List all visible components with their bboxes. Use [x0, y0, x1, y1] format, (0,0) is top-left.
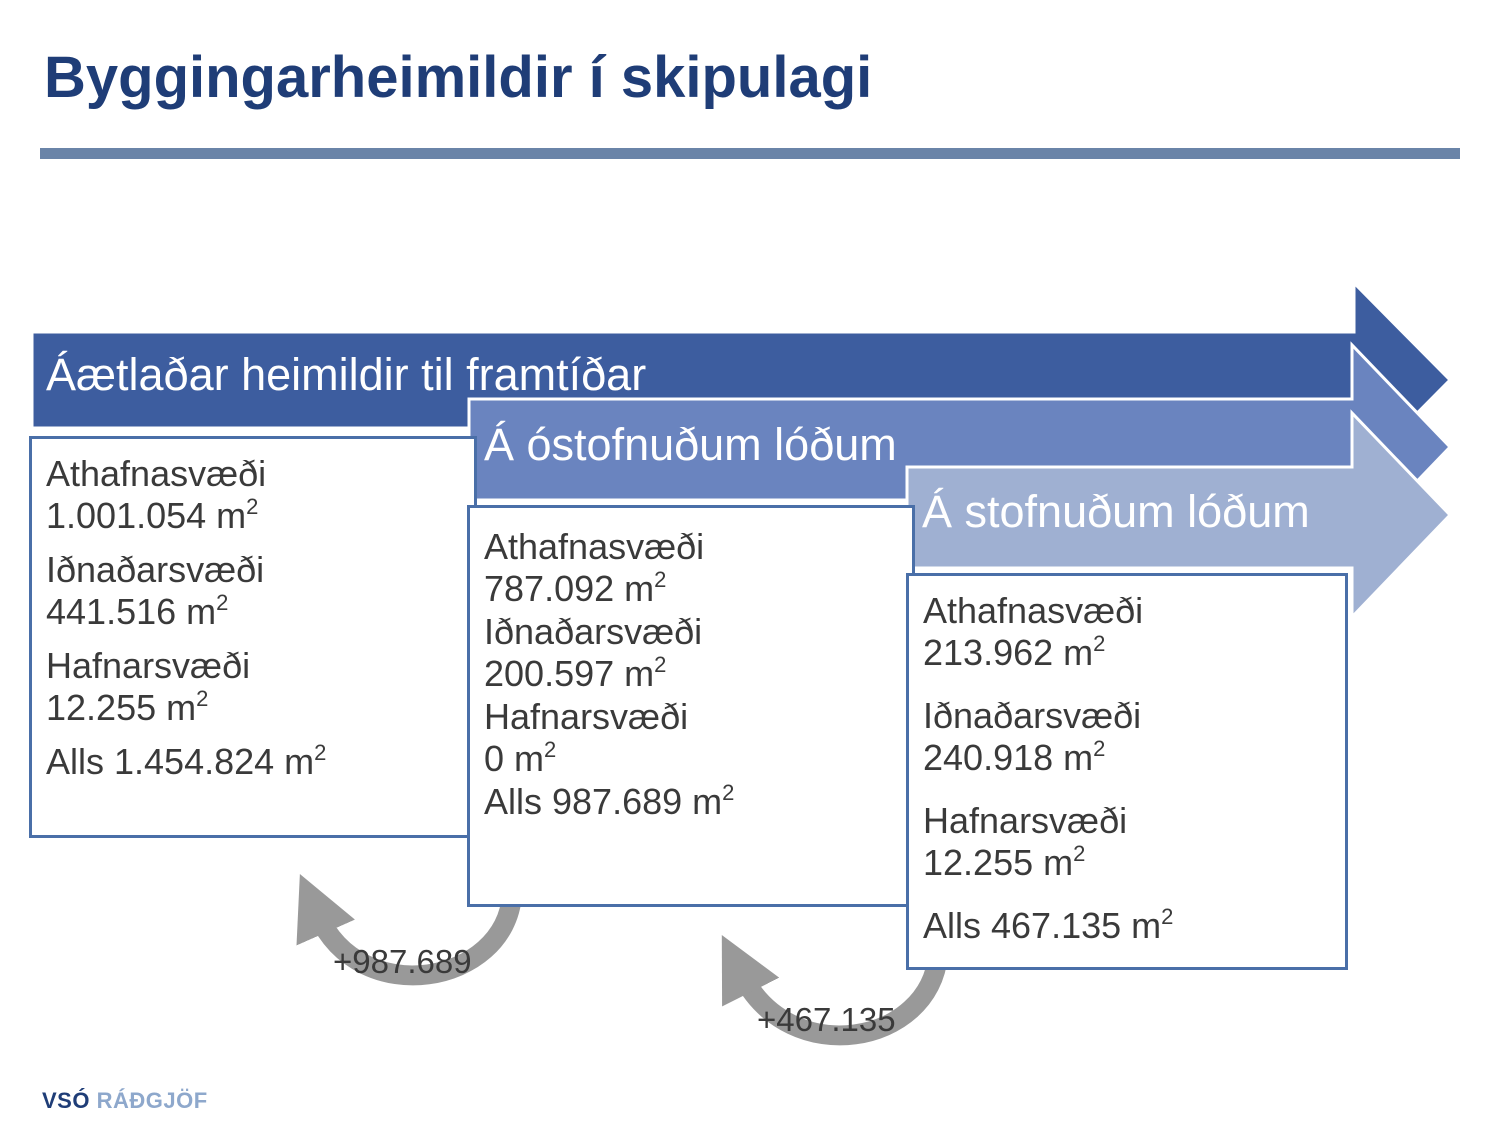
- box-established: [906, 573, 1348, 970]
- box3-item-hafnar: Hafnarsvæði 12.255 $m^2$: [923, 799, 1128, 884]
- company-logo: VSÓ RÁÐGJÖF: [42, 1088, 208, 1113]
- box-future: [29, 436, 477, 838]
- box1-item-hafnar: Hafnarsvæði 12.255 $m^2$: [46, 644, 251, 729]
- box2-item-hafnar: Hafnarsvæði 0 $m^2$: [484, 695, 689, 780]
- delta-label-1: +987.689: [333, 943, 472, 980]
- box3-item-idnadar: Iðnaðarsvæði 240.918 $m^2$: [923, 694, 1142, 779]
- band-label-1: Áætlaðar heimildir til framtíðar: [46, 349, 647, 400]
- page-title: Byggingarheimildir í skipulagi: [44, 45, 873, 110]
- box1-item-idnadar: Iðnaðarsvæði 441.516 $m^2$: [46, 548, 265, 633]
- band-label-3: Á stofnuðum lóðum: [922, 486, 1310, 537]
- box1-total: Alls 1.454.824 $m^2$: [46, 739, 327, 782]
- band-label-2: Á óstofnuðum lóðum: [484, 419, 897, 470]
- box2-item-athafna: Athafnasvæði 787.092 $m^2$: [484, 526, 705, 610]
- box3-item-athafna: Athafnasvæði 213.962 $m^2$: [923, 590, 1144, 674]
- box1-item-athafna: Athafnasvæði 1.001.054 $m^2$: [46, 453, 267, 537]
- delta-label-2: +467.135: [757, 1001, 896, 1038]
- box2-item-idnadar: Iðnaðarsvæði 200.597 $m^2$: [484, 610, 703, 695]
- box-unestablished: [467, 505, 915, 907]
- box2-total: Alls 987.689 $m^2$: [484, 779, 735, 822]
- box3-total: Alls 467.135 $m^2$: [923, 903, 1174, 946]
